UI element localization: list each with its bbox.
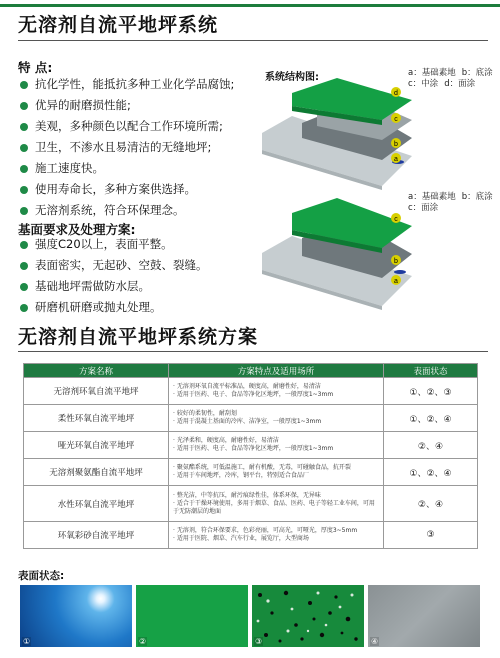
header-state: 表面状态 <box>384 364 478 378</box>
swatch-blue-gloss <box>20 585 132 647</box>
feature-item: 抗化学性，能抵抗多种工业化学品腐蚀; <box>20 74 234 95</box>
table-header-row <box>24 364 478 378</box>
bullet-icon <box>20 262 28 270</box>
row-name: 环氧彩砂自流平地坪 <box>24 522 169 549</box>
marker-a: a <box>394 156 398 163</box>
surface-heading: 表面状态: <box>18 570 65 582</box>
marker-c: c <box>394 216 398 223</box>
legend-item: c：面涂 <box>408 203 439 213</box>
diagram-legend-bottom <box>408 192 499 214</box>
bullet-icon <box>20 304 28 312</box>
header-name: 方案名称 <box>24 364 169 378</box>
marker-b: b <box>394 141 398 148</box>
substrate-list <box>20 234 208 318</box>
table-row <box>24 522 478 549</box>
scheme-divider <box>18 351 488 352</box>
page-title: 无溶剂自流平地坪系统 <box>18 14 219 36</box>
chip-pattern <box>252 585 364 647</box>
diagram-label: 系统结构图: <box>265 72 319 83</box>
marker-a: a <box>394 278 398 285</box>
table-row <box>24 432 478 459</box>
legend-item: b：底涂 <box>461 68 493 78</box>
legend-item: d：面涂 <box>444 79 476 89</box>
row-name: 无溶剂聚氨酯自流平地坪 <box>24 459 169 486</box>
row-features: · 光泽柔和，硬度高，耐磨性好，易清洁 · 适用于医药、电子、食品等净化区地坪，一般厚度1~3mm <box>169 432 384 459</box>
row-name: 柔性环氧自流平地坪 <box>24 405 169 432</box>
substrate-item: 研磨机研磨或抛丸处理。 <box>20 297 208 318</box>
scheme-table <box>23 363 478 549</box>
substrate-heading: 基面要求及处理方案: <box>18 222 136 237</box>
row-state: ①、②、④ <box>384 405 478 432</box>
swatch-number: ④ <box>371 637 379 646</box>
table-row <box>24 459 478 486</box>
feature-item: 无溶剂系统，符合环保理念。 <box>20 200 234 221</box>
bullet-icon <box>20 123 28 131</box>
feature-item: 使用寿命长，多种方案供选择。 <box>20 179 234 200</box>
substrate-item: 表面密实，无起砂、空鼓、裂缝。 <box>20 255 208 276</box>
row-state: ③ <box>384 522 478 549</box>
features-list <box>20 74 234 221</box>
row-state: ②、④ <box>384 486 478 522</box>
feature-item: 优异的耐磨损性能; <box>20 95 234 116</box>
diagram-legend-top <box>408 68 499 90</box>
table-row <box>24 378 478 405</box>
layer-diagram-bottom <box>262 198 414 310</box>
legend-item: a：基础素地 <box>408 192 456 202</box>
scheme-title: 无溶剂自流平地坪系统方案 <box>18 326 259 348</box>
swatch-number: ② <box>139 637 147 646</box>
row-features: · 无溶剂，符合环保要求，色彩亮丽，可高光，可哑光，厚度3~5mm · 适用于医院、烟草、汽车行业，展览厅，大型商场 <box>169 522 384 549</box>
marker-d: d <box>394 90 398 97</box>
bullet-icon <box>20 186 28 194</box>
marker-c: c <box>394 116 398 123</box>
feature-item: 卫生，不渗水且易清洁的无缝地坪; <box>20 137 234 158</box>
bullet-icon <box>20 241 28 249</box>
row-features: · 较好的柔韧性，耐刮划 · 适用于混凝土基面的冷库、洁净室，一般厚度1~3mm <box>169 405 384 432</box>
row-state: ①、②、④ <box>384 459 478 486</box>
legend-item: c：中涂 <box>408 79 439 89</box>
header-features: 方案特点及适用场所 <box>169 364 384 378</box>
substrate-item: 强度C20以上，表面平整。 <box>20 234 208 255</box>
blue-mark-icon <box>394 270 406 274</box>
bullet-icon <box>20 165 28 173</box>
swatch-green-flat <box>136 585 248 647</box>
row-name: 无溶剂环氧自流平地坪 <box>24 378 169 405</box>
title-divider <box>18 40 488 41</box>
row-state: ①、②、③ <box>384 378 478 405</box>
swatch-green-chips <box>252 585 364 647</box>
legend-item: a：基础素地 <box>408 68 456 78</box>
bullet-icon <box>20 102 28 110</box>
bullet-icon <box>20 207 28 215</box>
table-row <box>24 405 478 432</box>
row-features: · 整光洁，中等抗压，耐污痕绿性佳，体系环保，无异味 · 适合于干燥环境使用，多用于烟草、食品、医药、电子等轻工业车间，可用于无防潮层的地面 <box>169 486 384 522</box>
feature-item: 施工速度快。 <box>20 158 234 179</box>
swatch-number: ① <box>23 637 31 646</box>
features-heading: 特 点: <box>18 60 53 75</box>
feature-item: 美观，多种颜色以配合工作环境所需; <box>20 116 234 137</box>
row-state: ②、④ <box>384 432 478 459</box>
bullet-icon <box>20 283 28 291</box>
row-features: · 聚氨酯系统，可低温施工，耐有机酸，无毒，可碰触食品，抗开裂 · 适用于车间地坪，冷库，钢平台，特别适合食品厂 <box>169 459 384 486</box>
row-features: · 无溶剂环氧自流平标准品，硬度高，耐磨性好，易清洁 · 适用于医药、电子、食品等净化区地坪，一般厚度1~3mm <box>169 378 384 405</box>
swatch-gray-matte <box>368 585 480 647</box>
marker-b: b <box>394 258 398 265</box>
row-name: 水性环氧自流平地坪 <box>24 486 169 522</box>
substrate-item: 基础地坪需做防水层。 <box>20 276 208 297</box>
legend-item: b：底涂 <box>461 192 493 202</box>
bullet-icon <box>20 144 28 152</box>
row-name: 哑光环氧自流平地坪 <box>24 432 169 459</box>
table-row <box>24 486 478 522</box>
swatch-number: ③ <box>255 637 263 646</box>
bullet-icon <box>20 81 28 89</box>
layer-diagram-top <box>262 78 414 190</box>
